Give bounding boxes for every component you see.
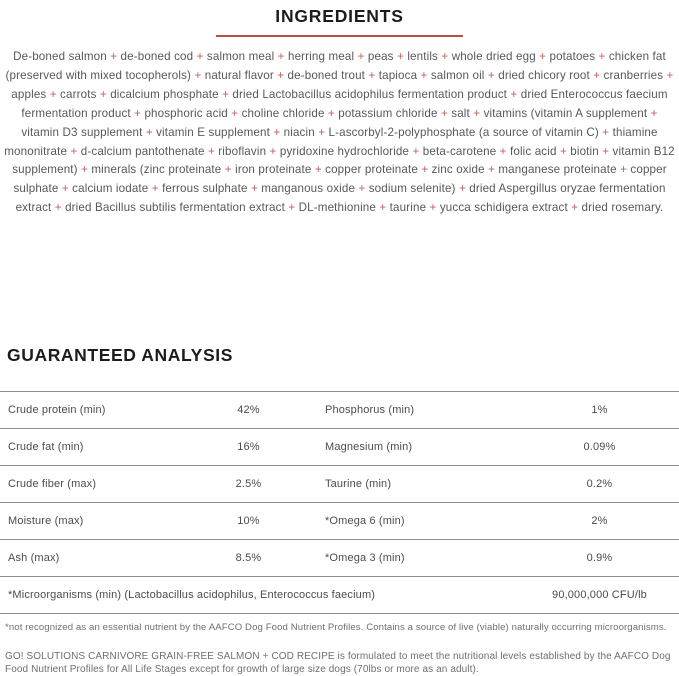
table-row [0, 540, 679, 577]
ingredients-paragraph: De-boned salmon + de-boned cod + salmon meal + herring meal + peas + lentils + whole dried egg + potatoes + chicken fat (preserved with mixed tocopherols) + natural flavor + de-boned trout + tapioca + salmon oil + dried chicory root + cranberries + apples + carrots + dicalcium phosphate + dried Lactobacillus acidophilus fermentation product + dried Enterococcus faecium fermentation product + phosphoric acid + choline chloride + potassium chloride + salt + vitamins (vitamin A supplement + vitamin D3 supplement + vitamin E supplement + niacin + L-ascorbyl-2-polyphosphate (a source of vitamin C) + thiamine mononitrate + d-calcium pantothenate + riboflavin + pyridoxine hydrochloride + beta-carotene + folic acid + biotin + vitamin B12 supplement) + minerals (zinc proteinate + iron proteinate + copper proteinate + zinc oxide + manganese proteinate + copper sulphate + calcium iodate + ferrous sulphate + manganous oxide + sodium selenite) + dried Aspergillus oryzae fermentation extract + dried Bacillus subtilis fermentation extract + DL-methionine + taurine + yucca schidigera extract + dried rosemary. [4, 50, 675, 215]
plus-separator: + [151, 182, 159, 196]
plus-separator: + [598, 50, 606, 63]
plus-separator: + [99, 87, 107, 101]
title-underline-divider [216, 35, 463, 37]
nutrient-value: 2.5% [180, 466, 317, 503]
nutrient-value: 0.2% [520, 466, 679, 503]
plus-separator: + [49, 87, 57, 101]
plus-separator: + [222, 87, 230, 101]
plus-separator: + [277, 68, 285, 82]
plus-separator: + [559, 144, 567, 158]
plus-separator: + [666, 68, 674, 82]
plus-separator: + [224, 163, 232, 177]
plus-separator: + [397, 50, 404, 63]
plus-separator: + [602, 144, 610, 158]
nutrient-value: 2% [520, 503, 679, 540]
plus-separator: + [250, 182, 258, 196]
plus-separator: + [194, 68, 202, 82]
plus-separator: + [473, 106, 481, 120]
table-row [0, 392, 679, 429]
plus-separator: + [327, 106, 335, 120]
nutrient-value: 8.5% [180, 540, 317, 577]
plus-separator: + [134, 106, 142, 120]
ingredients-section [0, 0, 679, 218]
aafco-statement: GO! SOLUTIONS CARNIVORE GRAIN-FREE SALMON + COD RECIPE is formulated to meet the nutritional levels established by the AAFCO Dog Food Nutrient Profiles for All Life Stages except for growth of large size dogs (70lbs or more as an adult). [5, 651, 671, 675]
plus-separator: + [650, 106, 658, 120]
plus-separator: + [54, 201, 62, 215]
nutrient-label: *Omega 3 (min) [317, 540, 520, 577]
nutrient-label: Moisture (max) [0, 503, 180, 540]
guaranteed-analysis-section [0, 345, 679, 614]
nutrient-label: Taurine (min) [317, 466, 520, 503]
plus-separator: + [571, 201, 579, 215]
guaranteed-analysis-table [0, 391, 679, 614]
table-row-microorganisms [0, 577, 679, 614]
nutrient-label: Phosphorus (min) [317, 392, 520, 429]
plus-separator: + [357, 50, 365, 63]
asterisk-footnote: *not recognized as an essential nutrient by the AAFCO Dog Food Nutrient Profiles. Contains a source of live (viable) naturally occurring microorganisms. [5, 622, 667, 633]
plus-separator: + [269, 144, 277, 158]
nutrient-value: 10% [180, 503, 317, 540]
nutrient-label: Magnesium (min) [317, 429, 520, 466]
plus-separator: + [440, 106, 448, 120]
footnote-section [0, 622, 679, 633]
plus-separator: + [420, 68, 428, 82]
plus-separator: + [61, 182, 69, 196]
nutrient-value: 90,000,000 CFU/lb [520, 577, 679, 614]
plus-separator: + [368, 68, 376, 82]
table-row [0, 503, 679, 540]
plus-separator: + [231, 106, 239, 120]
plus-separator: + [262, 651, 269, 662]
plus-separator: + [145, 125, 153, 139]
ingredients-title: INGREDIENTS [275, 6, 404, 26]
plus-separator: + [288, 201, 296, 215]
plus-separator: + [488, 163, 495, 177]
aafco-statement-section [0, 650, 679, 676]
table-row [0, 466, 679, 503]
nutrient-label: Ash (max) [0, 540, 180, 577]
guaranteed-analysis-title: GUARANTEED ANALYSIS [7, 345, 233, 365]
plus-separator: + [441, 50, 449, 63]
nutrient-label: *Microorganisms (min) (Lactobacillus acidophilus, Enterococcus faecium) [0, 577, 520, 614]
plus-separator: + [510, 87, 518, 101]
nutrient-label: Crude fat (min) [0, 429, 180, 466]
plus-separator: + [539, 50, 547, 63]
nutrient-value: 0.09% [520, 429, 679, 466]
plus-separator: + [412, 144, 420, 158]
plus-separator: + [277, 50, 285, 63]
plus-separator: + [273, 125, 281, 139]
plus-separator: + [429, 201, 437, 215]
nutrient-value: 42% [180, 392, 317, 429]
plus-separator: + [196, 50, 204, 63]
plus-separator: + [487, 68, 495, 82]
nutrient-label: Crude fiber (max) [0, 466, 180, 503]
plus-separator: + [318, 125, 326, 139]
plus-separator: + [110, 50, 118, 63]
nutrient-value: 16% [180, 429, 317, 466]
plus-separator: + [379, 201, 387, 215]
plus-separator: + [70, 144, 78, 158]
plus-separator: + [458, 182, 466, 196]
nutrient-label: Crude protein (min) [0, 392, 180, 429]
plus-separator: + [358, 182, 366, 196]
plus-separator: + [593, 68, 601, 82]
nutrient-value: 0.9% [520, 540, 679, 577]
plus-separator: + [602, 125, 610, 139]
plus-separator: + [81, 163, 88, 177]
table-row [0, 429, 679, 466]
plus-separator: + [620, 163, 628, 177]
plus-separator: + [499, 144, 507, 158]
plus-separator: + [314, 163, 322, 177]
plus-separator: + [421, 163, 429, 177]
plus-separator: + [207, 144, 215, 158]
nutrient-value: 1% [520, 392, 679, 429]
nutrient-label: *Omega 6 (min) [317, 503, 520, 540]
